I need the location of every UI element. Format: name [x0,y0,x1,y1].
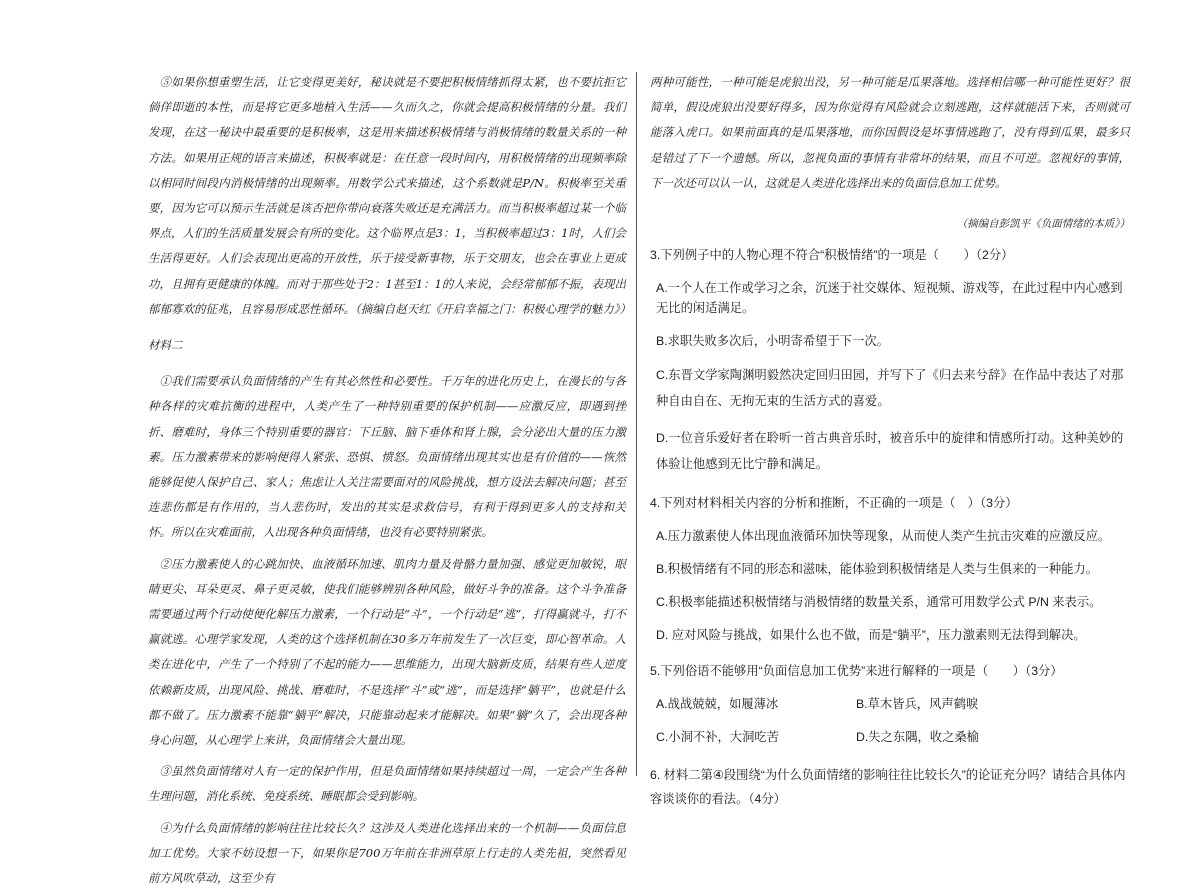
question-4-stem: 4.下列对材料相关内容的分析和推断，不正确的一项是（ ）（3分） [650,496,1018,511]
question-5-option-d: D.失之东隅，收之桑榆 [856,730,979,745]
material-two-paragraph-4: ④为什么负面情绪的影响往往比较长久？这涉及人类进化选择出来的一个机制——负面信息加工优势。大家不妨设想一下，如果你是700万年前在非洲草原上行走的人类先祖，突然看见前方风吹草动，这至少有 [148,820,626,886]
question-5 [650,661,1130,747]
question-5-options-row-1 [656,694,1130,714]
question-3 [650,245,1130,477]
question-5-stem: 5.下列俗语不能够用“负面信息加工优势”来进行解释的一项是（ ）（3分） [650,664,1063,679]
question-4-option-b: B.积极情绪有不同的形态和滋味，能体验到积极情绪是人类与生俱来的一种能力。 [656,562,1099,577]
question-4-option-c: C.积极率能描述积极情绪与消极情绪的数量关系，通常可用数学公式 P/N 来表示。 [656,595,1102,610]
question-5-options-row-2 [656,727,1130,747]
material-two-source: （摘编自彭凯平《负面情绪的本质》） [956,218,1130,231]
question-3-option-b: B.求职失败多次后，小明寄希望于下一次。 [656,334,889,349]
question-4-option-a: A.压力激素使人体出现血液循环加快等现象，从而使人类产生抗击灾难的应激反应。 [656,529,1111,544]
question-3-option-c: C.东晋文学家陶渊明毅然决定回归田园，并写下了《归去来兮辞》在作品中表达了对那种自由自在、无拘无束的生活方式的喜爱。 [656,368,1124,409]
material-two-paragraph-2: ②压力激素使人的心跳加快、血液循环加速、肌肉力量及骨骼力量加强、感觉更加敏锐，眼睛更尖、耳朵更灵、鼻子更灵敏，使我们能够辨别各种风险，做好斗争的准备。这个斗争准备需要通过两个行动使便化解压力激素，一个行动是“斗”，一个行动是“逃”，打得赢就斗，打不赢就逃。心理学家发现，人类的这个选择机制在30多万年前发生了一次巨变，即心智革命。人类在进化中，产生了一个特别了不起的能力——思维能力，出现大脑新皮质，结果有些人逆度依赖新皮质，出现风险、挑战、磨难时，不是选择“斗”或“逃”，而是选择“躺平”，也就是什么都不做了。压力激素不能靠“躺平”解决，只能靠动起来才能解决。如果“躺”久了，会出现各种身心问题，从心理学上来讲，负面情绪会大量出现。 [148,556,626,748]
question-3-option-a: A.一个人在工作或学习之余，沉迷于社交媒体、短视频、游戏等，在此过程中内心感到无比的闲适满足。 [656,281,1123,316]
material-one-paragraph-5: ⑤如果你想重塑生活，让它变得更美好，秘诀就是不要把积极情绪抓得太紧，也不要抗拒它倘佯即逝的本性，而是将它更多地植入生活——久而久之，你就会提高积极情绪的分量。我们发现，在这一秘诀中最重要的是积极率，这是用来描述积极情绪与消极情绪的数量关系的一种方法。如果用正规的语言来描述，积极率就是：在任意一段时间内，用积极情绪的出现频率除以相同时间段内消极情绪的出现频率。用数学公式来描述，这个系数就是P/N。积极率至关重要，因为它可以预示生活就是该否把你带向衰落失败还是充满活力。而当积极率超过某一个临界点，人们的生活质量发展会有所的变化。这个临界点是3：1，当积极率超过3：1时，人们会生活得更好。人们会表现出更高的开放性，乐于接受新事物，乐于交朋友，也会在事业上更成功，且拥有更健康的体魄。而对于那些处于2：1甚至1：1的人来说，会经常郁郁不振，表现出郁郁寡欢的征兆，且容易形成恶性循环。（摘编自赵天红《开启幸福之门：积极心理学的魅力》） [148,75,631,316]
question-6: 6. 材料二第④段围绕“为什么负面情绪的影响往往比较长久”的论证充分吗？请结合具体内容谈谈你的看法。（4分） [650,768,1126,807]
question-4 [650,493,1130,645]
question-5-option-a: A.战战兢兢，如履薄冰 [656,697,779,712]
column-divider [636,72,637,776]
right-column [650,70,1130,811]
question-5-option-c: C.小洞不补，大洞吃苦 [656,730,779,745]
question-3-option-d: D.一位音乐爱好者在聆听一首古典音乐时，被音乐中的旋律和情感所打动。这种美妙的体验让他感到无比宁静和满足。 [656,431,1124,472]
material-two-paragraph-1: ①我们需要承认负面情绪的产生有其必然性和必要性。千万年的进化历史上，在漫长的与各种各样的灾难抗衡的进程中，人类产生了一种特别重要的保护机制——应激反应，即遇到挫折、磨难时，身体三个特别重要的器官：下丘脑、脑下垂体和肾上腺，会分泌出大量的压力激素。压力激素带来的影响便得人紧张、恐惧、愤怒。负面情绪出现其实也是有价值的——恢然能够促使人保护自己、家人；焦虑让人关注需要面对的风险挑战，想方设法去解决问题；甚至连悲伤都是有作用的，当人悲伤时，发出的其实是求救信号，有利于得到更多人的支持和关怀。所以在灾难面前，人出现各种负面情绪，也没有必要特别紧张。 [148,374,626,540]
question-3-stem: 3.下列例子中的人物心理不符合“积极情绪”的一项是（ ）（2分） [650,248,1014,263]
material-two-paragraph-4-continued: 两种可能性，一种可能是虎狼出没，另一种可能是瓜果落地。选择相信哪一种可能性更好？很简单，假设虎狼出没要好得多，因为你觉得有风险就会立刻逃跑，这样就能活下来，否则就可能落入虎口。如果前面真的是瓜果落地，而你因假设是坏事情逃跑了，没有得到瓜果，最多只是错过了下一个遗憾。所以，忽视负面的事情有非常坏的结果，而且不可逆。忽视好的事情，下一次还可以认一认，这就是人类进化选择出来的负面信息加工优势。 [650,75,1130,190]
question-5-option-b: B.草木皆兵，风声鹤唳 [856,697,979,712]
material-two-heading: 材料二 [148,338,183,353]
question-4-option-d: D. 应对风险与挑战，如果什么也不做，而是“躺平”，压力激素则无法得到解决。 [656,628,1086,643]
material-two-paragraph-3: ③虽然负面情绪对人有一定的保护作用，但是负面情绪如果持续超过一周，一定会产生各种生理问题，消化系统、免疫系统、睡眠都会受到影响。 [148,764,626,804]
left-column [148,70,631,891]
